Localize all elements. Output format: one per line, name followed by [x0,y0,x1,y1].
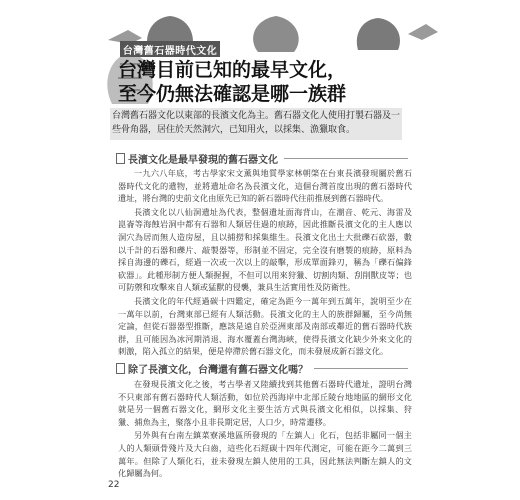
section-heading-1 [116,150,408,166]
paragraph: 另外與有台南左鎮菜寮溪地區所發現的「左鎮人」化石，包括非屬同一個主人的人類頭骨殘片及大臼齒，這些化石經碳十四年代測定，可能在距今二萬到三萬年。但除了人類化石，並未發現左鎮人使用的工具，因此無法判斷左鎮人的文化歸屬為何。 [118,430,412,479]
section-body-1 [118,167,412,359]
heading-rule [284,158,408,159]
section-heading-text: 長濱文化是最早發現的舊石器文化 [128,154,278,166]
heading-rule [314,368,408,369]
page-number: 22 [108,480,120,490]
page-title [118,58,418,106]
paragraph: 長濱文化的年代經過碳十四鑑定，確定為距今一萬年到五萬年，說明至少在一萬年以前，台灣東部已經有人類活動。長濱文化的主人的族群歸屬，至今尚無定論，但從石器器型推斷，應該是遠自於亞洲東部及南部或鄰近的舊石器時代族群，且可能因為冰河期消退、海水覆蓋台灣海峽，使得長濱文化缺少外來文化的刺激，陷入孤立的結果，便是停滯於舊石器文化，而未發展成新石器文化。 [118,295,412,357]
paragraph: 一九六八年底，考古學家宋文薰與地質學家林朝棨在台東長濱發現屬於舊石器時代文化的遺物，並將遺址命名為長濱文化，這個台灣首度出現的舊石器時代遺址，將台灣的史前文化由原先已知的新石器時代往前推展到舊石器時代。 [118,168,412,204]
section-heading-2 [116,360,408,376]
section-body-2 [118,378,412,481]
bookmark-icon [116,153,125,164]
bookmark-icon [116,363,125,374]
title-line-2: 至今仍無法確認是哪一族群 [118,83,347,105]
section-heading-text: 除了長濱文化，台灣還有舊石器文化嗎？ [128,364,308,376]
series-label: 台灣舊石器時代文化 [120,41,220,57]
title-line-1: 台灣目前已知的最早文化， [118,59,347,81]
paragraph: 在發現長濱文化之後，考古學者又陸續找到其他舊石器時代遺址，證明台灣不只東部有舊石器時代人類活動，如位於西海岸中北部丘陵台地地區的網形文化就是另一個舊石器文化，網形文化主要生活方式與長濱文化相似，以採集、狩獵、捕魚為主，聚落小且非長期定居，人口少，時常遷移。 [118,379,412,427]
paragraph: 長濱文化以八仙洞遺址為代表，整個遺址面海背山，在潮音、乾元、海雷及崑崙等海蝕岩洞中都有石器和人類居住過的痕跡，因此推斷長濱文化的主人應以洞穴為居而無人造房屋，且以捕撈和採集維生。長濱文化出土大批礫石砍器，數以千計的石器和礫片、敲製器等，形制並不固定，完全沒有磨製的痕跡，原料為採自海邊的礫石，經過一次或一次以上的敲擊，形成單面鋒刃，稱為「礫石偏鋒砍器」。此種形制方便人類握握，不但可以用來狩獵、切割肉類、刮削獸皮等；也可防禦和攻擊來自人類或猛獸的侵襲，兼具生活實用性及防衛性。 [118,206,412,293]
intro-summary: 台灣舊石器文化以東部的長濱文化為主。舊石器文化人使用打製石器及一些骨角器，居住於天然洞穴，已知用火，以採集、漁獵取食。 [112,111,401,135]
